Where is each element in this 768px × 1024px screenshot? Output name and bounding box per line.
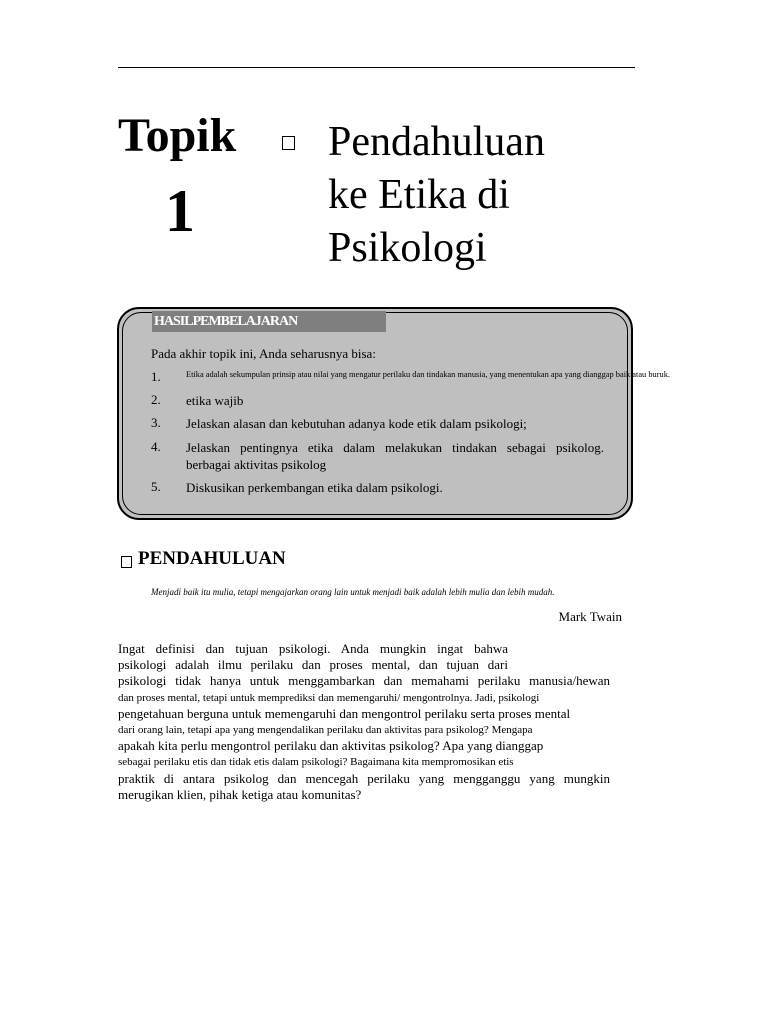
topic-number: 1 <box>165 178 195 244</box>
topic-label: Topik <box>118 109 237 162</box>
learning-outcomes-intro: Pada akhir topik ini, Anda seharusnya bisa: <box>151 346 376 361</box>
body-line: psikologi adalah ilmu perilaku dan proses mental, dan tujuan dari <box>118 657 508 673</box>
learning-outcomes-heading: HASILPEMBELAJARAN <box>152 311 386 332</box>
body-line: apakah kita perlu mengontrol perilaku dan aktivitas psikolog? Apa yang dianggap <box>118 738 544 754</box>
body-line: praktik di antara psikolog dan mencegah perilaku yang mengganggu yang mungkin <box>118 770 610 786</box>
body-paragraph <box>118 641 610 803</box>
outcome-number: 1. <box>151 369 161 384</box>
chapter-title-line: ke Etika di <box>328 172 510 218</box>
chapter-title-line: Psikologi <box>328 225 487 271</box>
square-bullet-icon <box>282 136 295 150</box>
epigraph-quote: Menjadi baik itu mulia, tetapi mengajarkan orang lain untuk menjadi baik adalah lebih mulia dan lebih mudah. <box>151 587 555 597</box>
body-line: dari orang lain, tetapi apa yang mengendalikan perilaku dan aktivitas para psikolog? Mengapa <box>118 723 533 736</box>
outcome-number: 3. <box>151 415 161 430</box>
body-line: psikologi tidak hanya untuk menggambarkan dan memahami perilaku manusia/hewan <box>118 673 610 689</box>
outcome-text: etika wajib <box>186 393 244 408</box>
outcome-number: 5. <box>151 479 161 494</box>
outcome-number: 4. <box>151 439 161 454</box>
chapter-title <box>328 116 628 275</box>
outcome-text: Jelaskan alasan dan kebutuhan adanya kode etik dalam psikologi; <box>186 416 527 431</box>
epigraph-author: Mark Twain <box>558 609 622 624</box>
outcome-text: Diskusikan perkembangan etika dalam psikologi. <box>186 480 443 495</box>
top-rule <box>118 67 635 68</box>
square-bullet-icon <box>121 556 132 568</box>
body-line: merugikan klien, pihak ketiga atau komunitas? <box>118 786 362 802</box>
body-line: dan proses mental, tetapi untuk memprediksi dan memengaruhi/ mengontrolnya. Jadi, psikologi <box>118 691 540 704</box>
chapter-title-line: Pendahuluan <box>328 119 545 165</box>
body-line: sebagai perilaku etis dan tidak etis dalam psikologi? Bagaimana kita mempromosikan etis <box>118 756 514 769</box>
body-line: pengetahuan berguna untuk memengaruhi dan mengontrol perilaku serta proses mental <box>118 705 571 721</box>
outcome-text: Jelaskan pentingnya etika dalam melakukan tindakan sebagai psikolog. <box>186 440 604 455</box>
section-heading: PENDAHULUAN <box>138 548 286 569</box>
outcome-number: 2. <box>151 392 161 407</box>
body-line: Ingat definisi dan tujuan psikologi. Anda mungkin ingat bahwa <box>118 641 508 656</box>
outcome-text: Etika adalah sekumpulan prinsip atau nilai yang mengatur perilaku dan tindakan manusia, yang menentukan apa yang dianggap baik atau buruk. <box>186 370 670 379</box>
outcome-text-continued: berbagai aktivitas psikolog <box>186 457 327 472</box>
